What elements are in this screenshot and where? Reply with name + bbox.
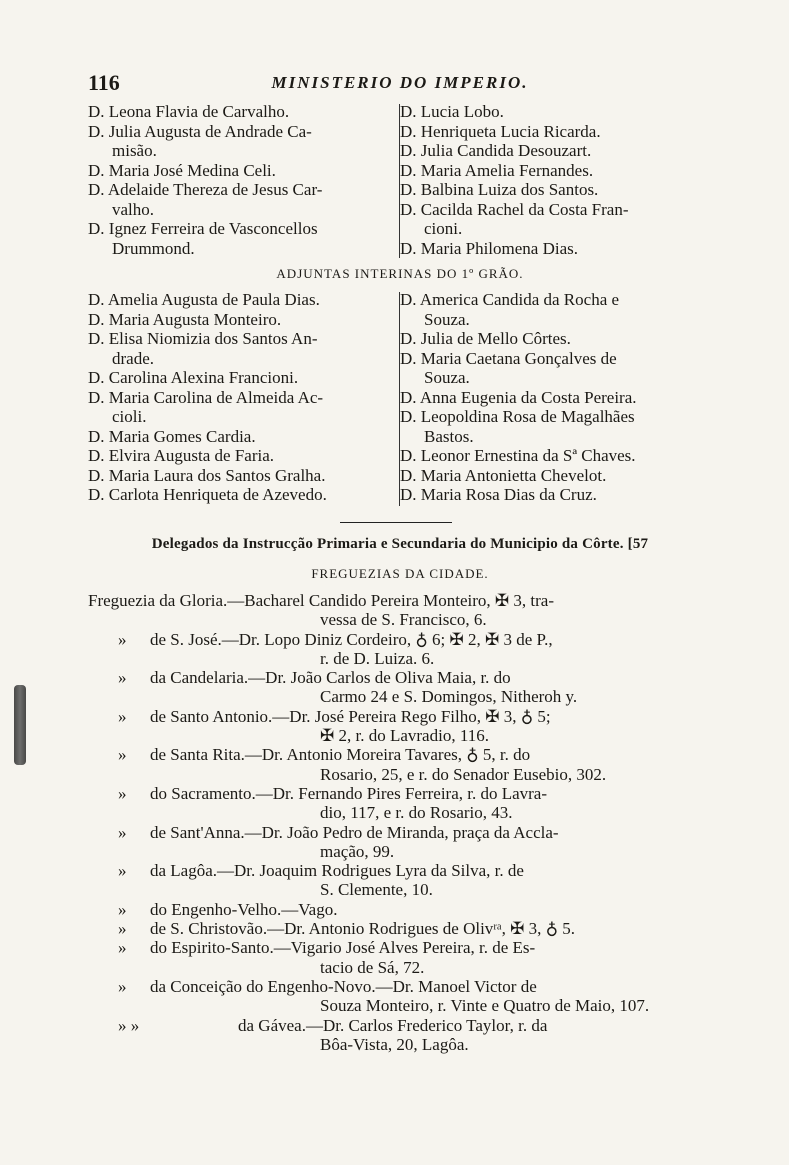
name-entry bbox=[400, 141, 712, 161]
parish-entry bbox=[88, 591, 712, 630]
entry-line: D. Carlota Henriqueta de Azevedo. bbox=[88, 485, 327, 504]
ditto-mark: » bbox=[118, 629, 127, 649]
ditto-mark: » bbox=[118, 822, 127, 842]
name-entry bbox=[88, 368, 398, 388]
name-entry bbox=[88, 485, 398, 505]
entry-line: D. Maria Laura dos Santos Gralha. bbox=[88, 465, 326, 485]
ditto-mark: » bbox=[118, 938, 127, 958]
name-entry bbox=[400, 200, 712, 239]
name-entry bbox=[88, 466, 398, 486]
adjuntas-list bbox=[88, 290, 712, 508]
name-entry bbox=[400, 102, 712, 122]
parish-continuation: Carmo 24 e S. Domingos, Nitheroh y. bbox=[320, 687, 578, 707]
entry-line: D. Leopoldina Rosa de Magalhães bbox=[400, 407, 635, 426]
parish-continuation: Rosario, 25, e r. do Senador Eusebio, 302. bbox=[320, 764, 607, 784]
name-entry bbox=[88, 427, 398, 447]
ditto-mark: » bbox=[118, 919, 127, 939]
page-header bbox=[88, 70, 712, 96]
parish-continuation: r. de D. Luiza. 6. bbox=[320, 648, 435, 668]
name-entry bbox=[400, 239, 712, 259]
subheading-freguezias: FREGUEZIAS DA CIDADE. bbox=[311, 566, 489, 581]
parish-continuation: S. Clemente, 10. bbox=[320, 880, 433, 900]
entry-continuation: misão. bbox=[112, 141, 157, 160]
parish-entry bbox=[88, 1016, 712, 1055]
entry-line: D. Ignez Ferreira de Vasconcellos bbox=[88, 219, 318, 238]
entry-line: D. Julia de Mello Côrtes. bbox=[400, 329, 571, 348]
entry-line: D. Elisa Niomizia dos Santos An- bbox=[88, 329, 318, 348]
parish-entry bbox=[88, 784, 712, 823]
parish-entry bbox=[88, 861, 712, 900]
teachers-list-top bbox=[88, 102, 712, 258]
section-rule bbox=[340, 522, 452, 523]
name-entry bbox=[400, 388, 712, 408]
name-entry bbox=[400, 485, 712, 505]
ditto-mark: » bbox=[118, 706, 127, 726]
parish-line: de Sant'Anna.—Dr. João Pedro de Miranda, praça da Accla- bbox=[150, 822, 559, 842]
name-entry bbox=[400, 446, 712, 466]
parish-entry bbox=[88, 938, 712, 977]
entry-line: D. Balbina Luiza dos Santos. bbox=[400, 180, 599, 199]
subheading-adjuntas: ADJUNTAS INTERINAS DO 1º GRÃO. bbox=[276, 266, 524, 281]
entry-line: D. Carolina Alexina Francioni. bbox=[88, 368, 299, 387]
parish-continuation: Bôa-Vista, 20, Lagôa. bbox=[320, 1034, 469, 1054]
entry-continuation: Souza. bbox=[424, 368, 470, 387]
name-entry bbox=[88, 219, 398, 258]
entry-line: D. Anna Eugenia da Costa Pereira. bbox=[400, 387, 637, 407]
entry-continuation: drade. bbox=[112, 348, 155, 368]
ditto-mark: » bbox=[118, 861, 127, 881]
name-entry bbox=[88, 102, 398, 122]
entry-line: D. Maria Amelia Fernandes. bbox=[400, 160, 594, 180]
ditto-mark: » bbox=[118, 783, 127, 803]
entry-line: D. Julia Candida Desouzart. bbox=[400, 141, 592, 160]
name-entry bbox=[88, 310, 398, 330]
parish-continuation: ✠ 2, r. do Lavradio, 116. bbox=[320, 726, 489, 746]
parish-line: da Candelaria.—Dr. João Carlos de Oliva Maia, r. do bbox=[150, 668, 511, 688]
name-entry bbox=[88, 446, 398, 466]
entry-line: D. Maria Carolina de Almeida Ac- bbox=[88, 387, 324, 407]
parish-line: da Conceição do Engenho-Novo.—Dr. Manoel Victor de bbox=[150, 976, 537, 996]
ditto-mark: » bbox=[118, 745, 127, 765]
entry-continuation: Souza. bbox=[424, 309, 470, 329]
parish-continuation: Souza Monteiro, r. Vinte e Quatro de Maio, 107. bbox=[320, 996, 650, 1016]
entry-line: D. Maria Rosa Dias da Cruz. bbox=[400, 485, 597, 504]
running-title: MINISTERIO DO IMPERIO. bbox=[271, 73, 529, 92]
parish-entry bbox=[88, 668, 712, 707]
entry-continuation: Drummond. bbox=[112, 238, 195, 258]
entry-continuation: valho. bbox=[112, 199, 155, 219]
name-entry bbox=[400, 290, 712, 329]
margin-mark bbox=[14, 685, 26, 765]
entry-continuation: Bastos. bbox=[424, 426, 474, 446]
ditto-mark: » » bbox=[118, 1015, 140, 1035]
parish-line: do Espirito-Santo.—Vigario José Alves Pereira, r. de Es- bbox=[150, 938, 536, 958]
parish-line: de Santo Antonio.—Dr. José Pereira Rego Filho, ✠ 3, ♁ 5; bbox=[150, 706, 551, 726]
name-entry bbox=[400, 329, 712, 349]
parish-entry bbox=[88, 919, 712, 938]
parish-entry bbox=[88, 977, 712, 1016]
name-entry bbox=[400, 407, 712, 446]
parish-list bbox=[88, 591, 712, 1054]
entry-line: D. Julia Augusta de Andrade Ca- bbox=[88, 121, 312, 141]
ditto-mark: » bbox=[118, 976, 127, 996]
left-column bbox=[88, 290, 398, 505]
name-entry bbox=[88, 122, 398, 161]
name-entry bbox=[88, 180, 398, 219]
entry-line: D. Maria José Medina Celi. bbox=[88, 160, 276, 180]
entry-line: D. Maria Augusta Monteiro. bbox=[88, 309, 282, 329]
parish-line: de S. Christovão.—Dr. Antonio Rodrigues de Olivʳᵃ, ✠ 3, ♁ 5. bbox=[150, 919, 576, 939]
entry-line: D. Elvira Augusta de Faria. bbox=[88, 446, 275, 465]
right-column bbox=[400, 290, 712, 505]
parish-entry bbox=[88, 900, 712, 919]
name-entry bbox=[400, 466, 712, 486]
parish-line: da Lagôa.—Dr. Joaquim Rodrigues Lyra da Silva, r. de bbox=[150, 861, 524, 881]
parish-line: da Gávea.—Dr. Carlos Frederico Taylor, r. da bbox=[238, 1015, 548, 1035]
parish-line: Freguezia da Gloria.—Bacharel Candido Pereira Monteiro, ✠ 3, tra- bbox=[88, 591, 554, 610]
parish-line: do Engenho-Velho.—Vago. bbox=[150, 899, 338, 919]
parish-line: de S. José.—Dr. Lopo Diniz Cordeiro, ♁ 6; ✠ 2, ✠ 3 de P., bbox=[150, 629, 553, 649]
ditto-mark: » bbox=[118, 668, 127, 688]
parish-continuation: vessa de S. Francisco, 6. bbox=[320, 610, 487, 630]
parish-continuation: tacio de Sá, 72. bbox=[320, 957, 425, 977]
entry-line: D. Henriqueta Lucia Ricarda. bbox=[400, 121, 601, 141]
name-entry bbox=[400, 122, 712, 142]
entry-line: D. Amelia Augusta de Paula Dias. bbox=[88, 290, 320, 309]
name-entry bbox=[400, 180, 712, 200]
right-column bbox=[400, 102, 712, 258]
left-column bbox=[88, 102, 398, 258]
name-entry bbox=[400, 349, 712, 388]
parish-line: do Sacramento.—Dr. Fernando Pires Ferreira, r. do Lavra- bbox=[150, 783, 548, 803]
entry-line: D. Maria Caetana Gonçalves de bbox=[400, 348, 617, 368]
entry-continuation: cioli. bbox=[112, 407, 147, 426]
name-entry bbox=[88, 329, 398, 368]
entry-line: D. Cacilda Rachel da Costa Fran- bbox=[400, 199, 629, 219]
entry-line: D. Maria Philomena Dias. bbox=[400, 238, 578, 258]
section-title: Delegados da Instrucção Primaria e Secundaria do Municipio da Côrte. [57 bbox=[151, 536, 649, 552]
ditto-mark: » bbox=[118, 899, 127, 919]
entry-line: D. Leonor Ernestina da Sª Chaves. bbox=[400, 446, 636, 465]
name-entry bbox=[88, 388, 398, 427]
parish-entry bbox=[88, 823, 712, 862]
entry-line: D. Lucia Lobo. bbox=[400, 102, 504, 121]
parish-line: de Santa Rita.—Dr. Antonio Moreira Tavares, ♁ 5, r. do bbox=[150, 745, 531, 765]
name-entry bbox=[88, 290, 398, 310]
entry-line: D. Leona Flavia de Carvalho. bbox=[88, 102, 290, 121]
name-entry bbox=[88, 161, 398, 181]
parish-continuation: dio, 117, e r. do Rosario, 43. bbox=[320, 803, 513, 823]
parish-entry bbox=[88, 630, 712, 669]
name-entry bbox=[400, 161, 712, 181]
page-number: 116 bbox=[88, 70, 120, 95]
entry-line: D. Maria Antonietta Chevelot. bbox=[400, 465, 607, 485]
entry-continuation: cioni. bbox=[424, 219, 463, 238]
entry-line: D. Maria Gomes Cardia. bbox=[88, 426, 256, 446]
parish-entry bbox=[88, 745, 712, 784]
entry-line: D. America Candida da Rocha e bbox=[400, 290, 620, 309]
entry-line: D. Adelaide Thereza de Jesus Car- bbox=[88, 180, 323, 199]
parish-entry bbox=[88, 707, 712, 746]
parish-continuation: mação, 99. bbox=[320, 841, 395, 861]
